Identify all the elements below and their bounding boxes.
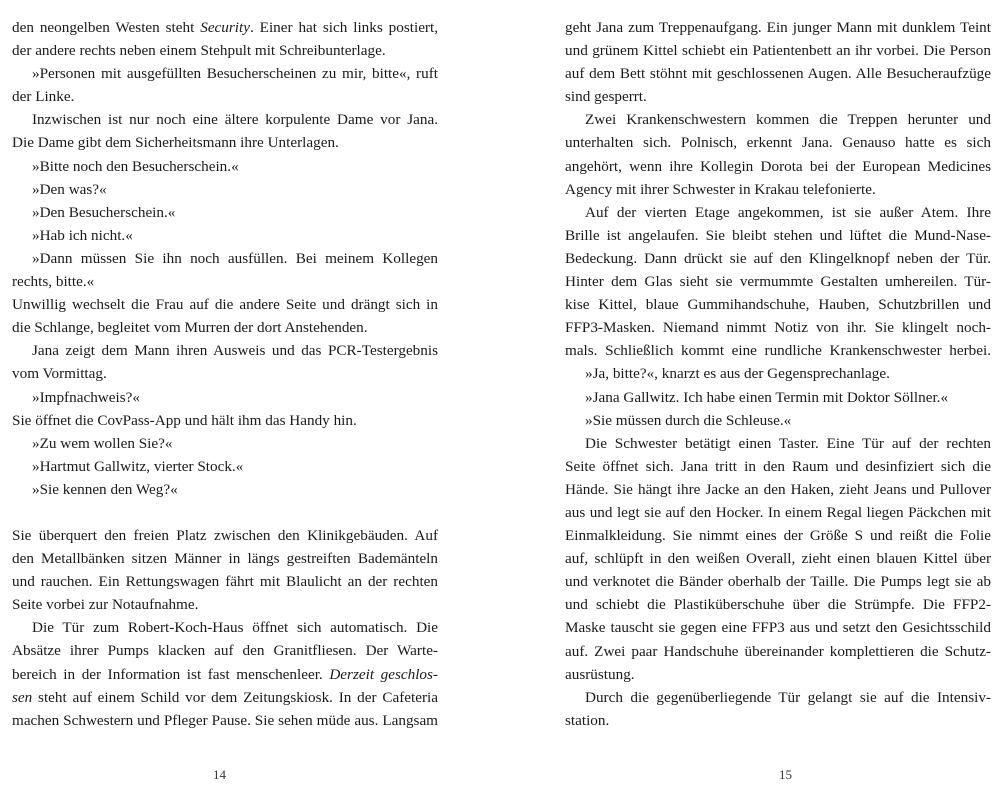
text-line: und schiebt die Plastiküberschuhe über die Strümpfe. Die FFP2-: [565, 596, 991, 614]
text-line: »Den Besucherschein.«: [32, 203, 176, 221]
text-line: Auf der vierten Etage angekommen, ist sie außer Atem. Ihre: [585, 203, 991, 221]
text-line: auf. Zwei paar Handschuhe übereinander komplettieren die Schutz-: [565, 642, 991, 660]
right-page-text: [565, 16, 991, 732]
text-line: vom Vormittag.: [12, 365, 107, 383]
text-line: »Den was?«: [32, 180, 107, 198]
text-line: sind gesperrt.: [565, 88, 647, 106]
text-line: unterhalten sich. Polnisch, erkennt Jana. Genauso hatte es sich: [565, 134, 991, 152]
text-line: »Sie müssen durch die Schleuse.«: [585, 411, 792, 429]
text-line: »Hartmut Gallwitz, vierter Stock.«: [32, 457, 244, 475]
text-line: auf, schlüpft in den weißen Overall, zieht einen blauen Kittel über: [565, 550, 991, 568]
page-number: 14: [213, 767, 226, 782]
text-line: »Bitte noch den Besucherschein.«: [32, 157, 239, 175]
text-line: machen Schwestern und Pfleger Pause. Sie sehen müde aus. Langsam: [12, 711, 438, 729]
text-line: den neongelben Westen steht Security. Einer hat sich links postiert,: [12, 19, 439, 36]
text-line: »Sie kennen den Weg?«: [32, 480, 178, 498]
text-line: Hinter dem Glas sieht sie vermummte Gestalten umhereilen. Tür-: [565, 273, 991, 291]
text-line: Die Schwester betätigt einen Taster. Eine Tür auf der rechten: [585, 434, 991, 452]
text-line: »Personen mit ausgefüllten Besucherscheinen zu mir, bitte«, ruft: [32, 65, 438, 83]
text-line: Maske tauscht sie gegen eine FFP3 aus und setzt den Gesichtsschild: [565, 619, 991, 637]
text-line: Unwillig wechselt die Frau auf die andere Seite und drängt sich in: [12, 296, 438, 314]
text-line: Zwei Krankenschwestern kommen die Treppen herunter und: [585, 111, 991, 129]
text-line: »Ja, bitte?«, knarzt es aus der Gegensprechanlage.: [585, 365, 890, 383]
text-line: Jana zeigt dem Mann ihren Ausweis und das PCR-Testergebnis: [32, 342, 438, 360]
text-line: Sie überquert den freien Platz zwischen den Klinikgebäuden. Auf: [12, 526, 438, 544]
text-line: »Hab ich nicht.«: [32, 226, 133, 244]
text-line: ausrüstung.: [565, 665, 635, 683]
text-line: Inzwischen ist nur noch eine ältere korpulente Dame vor Jana.: [32, 111, 438, 129]
text-line: kise Kittel, blaue Gummihandschuhe, Hauben, Schutzbrillen und: [565, 296, 991, 314]
text-line: Einmalkleidung. Sie nimmt eines der Größe S und reißt die Folie: [565, 527, 991, 545]
text-line: Die Dame gibt dem Sicherheitsmann ihre Unterlagen.: [12, 134, 339, 152]
left-page-text: [12, 16, 438, 732]
text-line: auf dem Bett stöhnt mit geschlossenen Augen. Alle Besucheraufzüge: [565, 65, 991, 83]
text-line: Durch die gegenüberliegende Tür gelangt sie auf die Intensiv-: [585, 688, 991, 706]
text-line: Agency mit ihrer Schwester in Krakau telefonierte.: [565, 180, 876, 198]
text-line: »Impfnachweis?«: [32, 388, 140, 406]
italic-text: sen: [12, 688, 33, 706]
text-line: Seite öffnet sich. Jana tritt in den Raum und desinfiziert sich die: [565, 457, 991, 475]
text-line: bereich in der Information ist fast menschenleer. Derzeit geschlos-: [12, 665, 438, 683]
text-line: der Linke.: [12, 88, 75, 106]
text-line: Absätze ihrer Pumps klacken auf den Granitfliesen. Der Warte-: [12, 642, 438, 660]
page-number: 15: [779, 767, 792, 782]
text-line: geht Jana zum Treppenaufgang. Ein junger Mann mit dunklem Teint: [565, 19, 991, 36]
text-line: die Schlange, begleitet vom Murren der dort Anstehenden.: [12, 319, 368, 337]
text-line: »Dann müssen Sie ihn noch ausfüllen. Bei meinem Kollegen: [32, 249, 438, 267]
section-break: [12, 501, 438, 524]
text-line: Seite vorbei zur Notaufnahme.: [12, 596, 199, 614]
text-line: sen steht auf einem Schild vor dem Zeitungskiosk. In der Cafeteria: [12, 688, 438, 706]
text-line: und rauchen. Ein Rettungswagen fährt mit Blaulicht an der rechten: [12, 573, 438, 591]
text-line: den Metallbänken sitzen Männer in längs gestreiften Bademänteln: [12, 550, 438, 568]
text-line: und grünem Kittel schiebt ein Patientenbett an ihr vorbei. Die Person: [565, 42, 991, 60]
italic-text: Security: [200, 19, 250, 36]
text-line: Die Tür zum Robert-Koch-Haus öffnet sich automatisch. Die: [32, 619, 438, 637]
text-line: Bedeckung. Dann drückt sie auf den Klingelknopf neben der Tür.: [565, 249, 991, 267]
text-line: mals. Schließlich kommt eine rundliche Krankenschwester herbei.: [565, 342, 991, 360]
text-line: Sie öffnet die CovPass-App und hält ihm das Handy hin.: [12, 411, 357, 429]
text-line: FFP3-Masken. Niemand nimmt Notiz von ihr. Sie klingelt noch-: [565, 319, 991, 337]
text-line: und verknotet die Bänder oberhalb der Taille. Die Pumps legt sie ab: [565, 573, 991, 591]
text-line: rechts, bitte.«: [12, 273, 95, 291]
right-page: [500, 0, 1000, 800]
text-line: der andere rechts neben einem Stehpult mit Schreibunterlage.: [12, 42, 386, 60]
text-line: station.: [565, 711, 610, 729]
text-line: aus und legt sie auf den Hocker. In einem Regal liegen Päckchen mit: [565, 503, 991, 521]
text-line: angehört, wenn ihre Kollegin Dorota bei der European Medicines: [565, 157, 991, 175]
text-line: »Jana Gallwitz. Ich habe einen Termin mit Doktor Söllner.«: [585, 388, 949, 406]
text-line: »Zu wem wollen Sie?«: [32, 434, 173, 452]
italic-text: Derzeit geschlos-: [329, 665, 438, 683]
text-line: Hände. Sie hängt ihre Jacke an den Haken, zieht Jeans und Pullover: [565, 480, 991, 498]
text-line: Brille ist angelaufen. Sie bleibt stehen und lüftet die Mund-Nase-: [565, 226, 991, 244]
